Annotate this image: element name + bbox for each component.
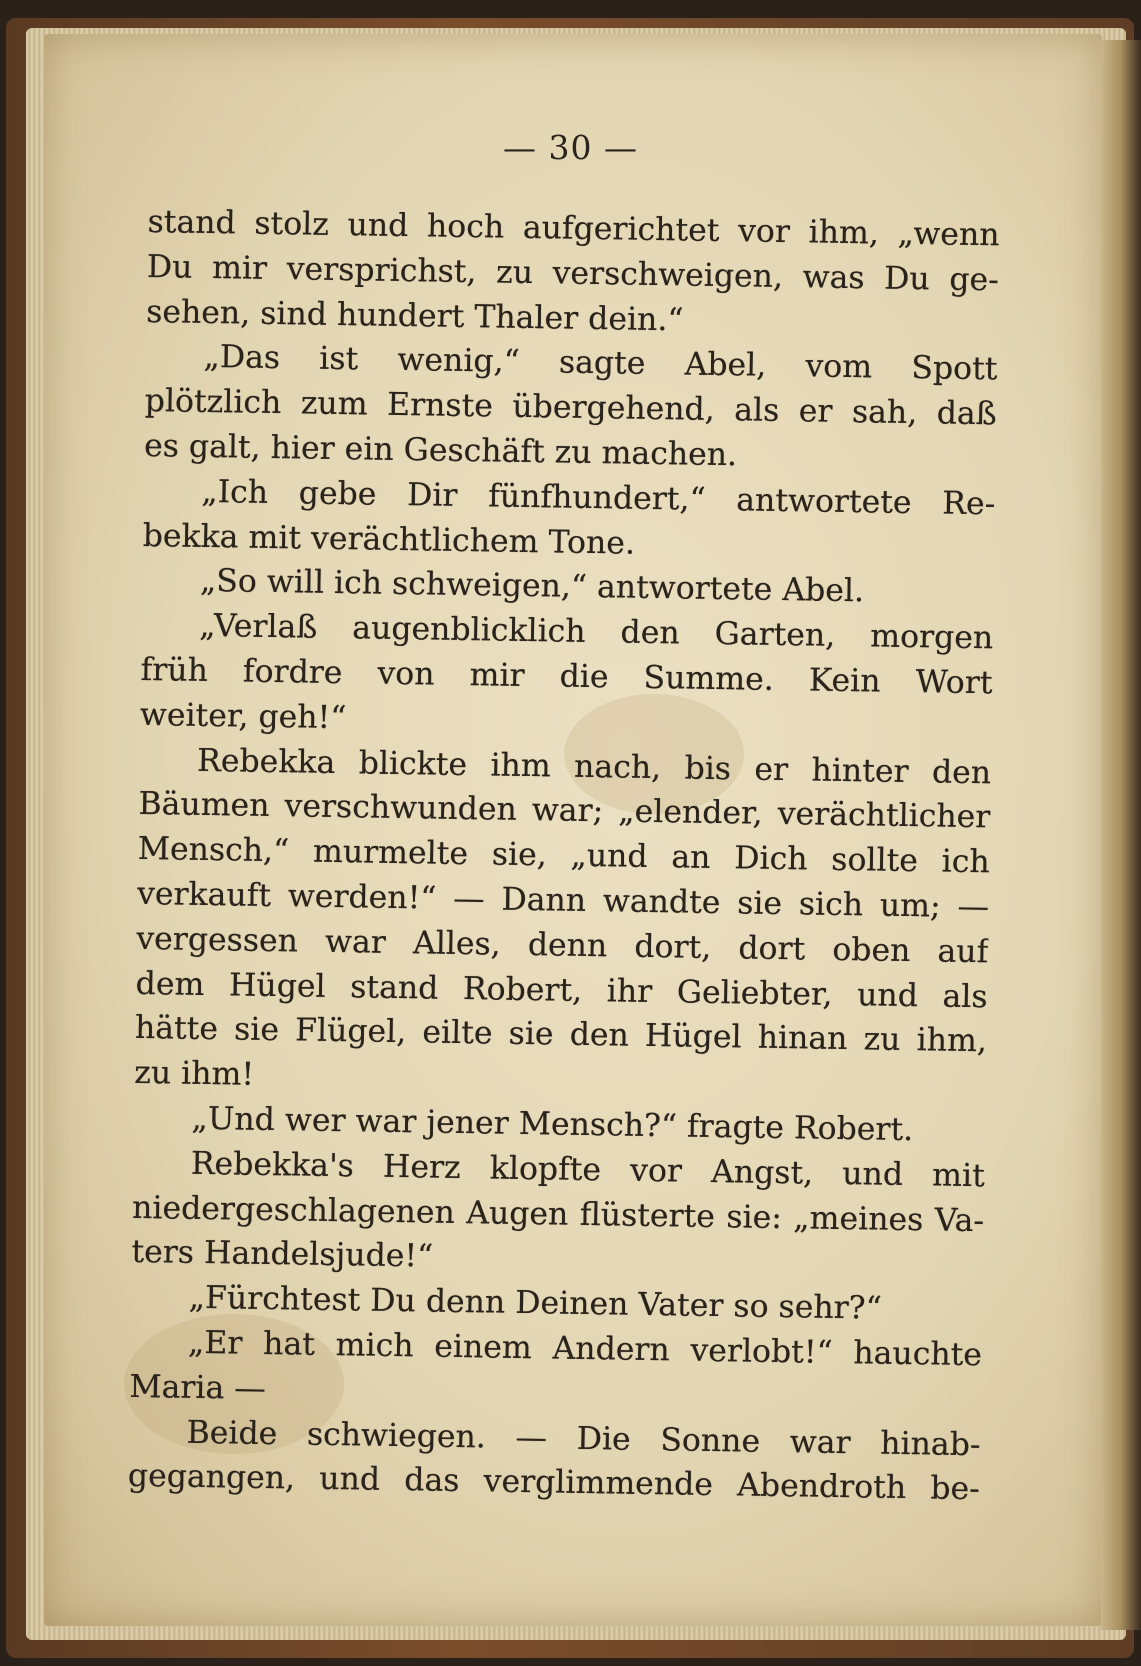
text-line: Rebekka's Herz klopfte vor Angst, und mit — [190, 1145, 986, 1194]
text-line: bekka mit verächtlichem Tone. — [142, 517, 636, 562]
text-line: „Ich gebe Dir fünfhundert,“ antwortete Re- — [201, 473, 996, 523]
body-text — [128, 200, 1000, 1512]
text-line: „So will ich schweigen,“ antwortete Abel. — [199, 563, 865, 610]
text-line: weiter, geh!“ — [139, 696, 347, 736]
text-line: hätte sie Flügel, eilte sie den Hügel hinan zu ihm, — [134, 1010, 988, 1060]
text-line: es galt, hier ein Geschäft zu machen. — [143, 427, 738, 474]
text-line: sehen, sind hundert Thaler dein.“ — [145, 293, 684, 339]
text-line: dem Hügel stand Robert, ihr Geliebter, und als — [135, 965, 988, 1015]
text-line: verkauft werden!“ — Dann wandte sie sich um; — — [136, 875, 990, 926]
text-line: „Er hat mich einem Andern verlobt!“ hauchte — [187, 1324, 983, 1374]
text-line: Mensch,“ murmelte sie, „und an Dich sollte ich — [137, 831, 990, 881]
text-line: niedergeschlagenen Augen flüsterte sie: „meines Va- — [131, 1189, 985, 1239]
text-line: stand stolz und hoch aufgerichtet vor ihm, „wenn — [147, 203, 1000, 254]
next-page-edge — [1101, 40, 1141, 1630]
text-line: ters Handelsjude!“ — [131, 1234, 434, 1275]
text-line: Beide schwiegen. — Die Sonne war hinab- — [186, 1414, 981, 1463]
text-line: zu ihm! — [134, 1055, 255, 1093]
text-line: „Das ist wenig,“ sagte Abel, vom Spott — [203, 339, 998, 388]
text-line: vergessen war Alles, denn dort, dort oben auf — [136, 920, 989, 971]
text-line: „Verlaß augenblicklich den Garten, morgen — [199, 608, 994, 657]
text-line: plötzlich zum Ernste übergehend, als er sah, daß — [144, 383, 998, 433]
text-line: „Und wer war jener Mensch?“ fragte Robert. — [191, 1100, 914, 1149]
text-line: gegangen, und das verglimmende Abendroth be- — [127, 1458, 981, 1508]
text-line: Maria — — [129, 1368, 267, 1407]
text-line: früh fordre von mir die Summe. Kein Wort — [140, 651, 993, 702]
text-line: Bäumen verschwunden war; „elender, verächtlicher — [138, 786, 991, 836]
text-line: Rebekka blickte ihm nach, bis er hinter den — [196, 742, 992, 791]
page-number: — 30 — — [503, 128, 638, 167]
text-line: Du mir versprichst, zu verschweigen, was Du ge- — [146, 248, 1000, 299]
text-line: „Fürchtest Du denn Deinen Vater so sehr?“ — [188, 1279, 882, 1327]
